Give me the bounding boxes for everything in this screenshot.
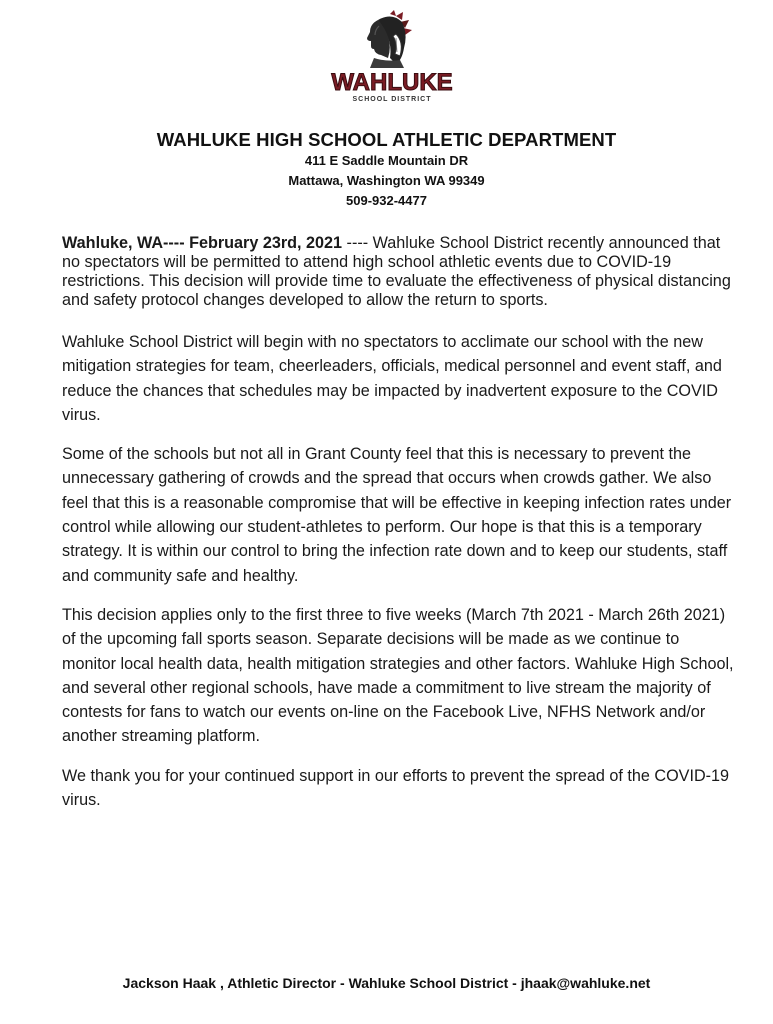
logo-subtitle: SCHOOL DISTRICT	[352, 96, 432, 103]
phone-number: 509-932-4477	[346, 193, 427, 208]
logo-wordmark: WAHLUKE	[331, 69, 453, 96]
paragraph-2: Wahluke School District will begin with no spectators to acclimate our school with the new mitigation strategies for team, cheerleaders, officials, medical personnel and event staff, and reduce the chances that schedules may be impacted by inadvertent exposure to the COVID virus.	[62, 333, 722, 424]
signature-line: Jackson Haak , Athletic Director - Wahluke School District - jhaak@wahluke.net	[122, 975, 651, 991]
letter-body	[62, 234, 734, 827]
paragraph-1	[62, 234, 734, 310]
warrior-logo-icon	[330, 8, 454, 104]
department-title: WAHLUKE HIGH SCHOOL ATHLETIC DEPARTMENT	[156, 129, 617, 150]
paragraph-1-text: ---- Wahluke School District recently announced that no spectators will be permitted to attend high school athletic events due to COVID-19 restrictions. This decision will provide time to evaluate the effectiveness of physical distancing and safety protocol changes developed to allow the return to sports.	[62, 234, 731, 309]
address-line-2: Mattawa, Washington WA 99349	[288, 173, 485, 188]
district-logo	[330, 8, 454, 104]
address-line-1: 411 E Saddle Mountain DR	[304, 153, 469, 168]
paragraph-3: Some of the schools but not all in Grant County feel that this is necessary to prevent the unnecessary gathering of crowds and the spread that occurs when crowds gather. We also feel that this is a reasonable compromise that will be effective in keeping infection rates under control while allowing our student-athletes to perform. Our hope is that this is a temporary strategy. It is within our control to bring the infection rate down and to keep our students, staff and community safe and healthy.	[62, 445, 732, 585]
dateline: Wahluke, WA---- February 23rd, 2021	[62, 234, 343, 252]
letterhead	[0, 129, 773, 211]
paragraph-4: This decision applies only to the first three to five weeks (March 7th 2021 - March 26th 2021) of the upcoming fall sports season. Separate decisions will be made as we continue to monitor local health data, health mitigation strategies and other factors. Wahluke High School, and several other regional schools, have made a commitment to live stream the majority of contests for fans to watch our events on-line on the Facebook Live, NFHS Network and/or another streaming platform.	[62, 605, 734, 746]
paragraph-5: We thank you for your continued support in our efforts to prevent the spread of the COVID-19 virus.	[62, 766, 730, 810]
